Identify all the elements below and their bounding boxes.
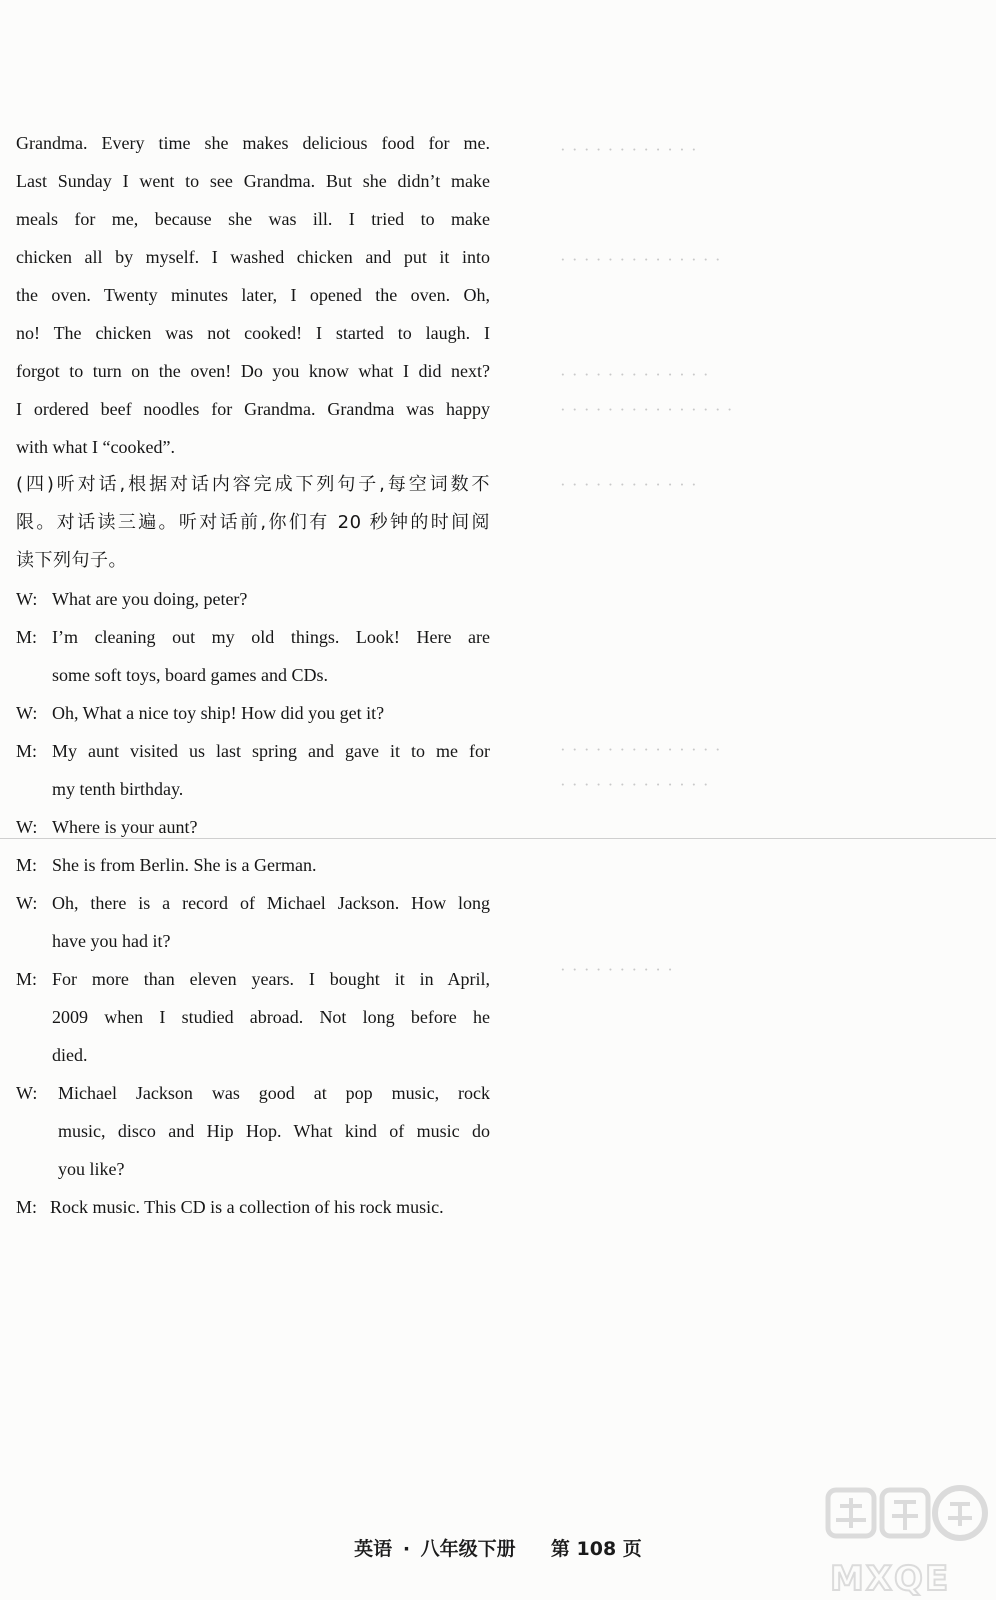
speaker-label: M: [16, 627, 38, 647]
instruction-line: (四)听对话,根据对话内容完成下列句子,每空词数不 [16, 474, 490, 495]
watermark-logo [822, 1472, 992, 1600]
dialogue-turn [16, 618, 490, 694]
story-line: meals for me, because she was ill. I tried to make [16, 209, 490, 229]
story-line: chicken all by myself. I washed chicken and put it into [16, 247, 490, 267]
dialogue-line: died. [52, 1045, 88, 1065]
footer-subject: 英语 [354, 1538, 393, 1560]
svg-text:MXQE: MXQE [830, 1559, 951, 1599]
dialogue-line: Rock music. This CD is a collection of his rock music. [50, 1197, 444, 1217]
dialogue-line: For more than eleven years. I bought it in April, [52, 969, 490, 989]
story-line: Grandma. Every time she makes delicious food for me. [16, 133, 490, 153]
dialogue-line: She is from Berlin. She is a German. [52, 855, 317, 875]
dialogue-line: you like? [58, 1159, 125, 1179]
speaker-label: M: [16, 741, 38, 761]
bleed-through-text: · · · · · · · · · · · · · · [560, 740, 722, 759]
dialogue-line: Oh, there is a record of Michael Jackson. How long [52, 893, 490, 913]
dialogue-line: some soft toys, board games and CDs. [52, 665, 328, 685]
dialogue [16, 580, 490, 1226]
instruction-line: 读下列句子。 [16, 550, 127, 571]
dialogue-line: music, disco and Hip Hop. What kind of music do [58, 1121, 490, 1141]
dialogue-line: What are you doing, peter? [52, 589, 248, 609]
dialogue-line: 2009 when I studied abroad. Not long before he [52, 1007, 490, 1027]
bleed-through-text: · · · · · · · · · · · · [560, 475, 698, 494]
dialogue-line: Oh, What a nice toy ship! How did you get it? [52, 703, 385, 723]
speaker-label: W: [16, 893, 38, 913]
dialogue-turn [16, 960, 490, 1074]
story-line: the oven. Twenty minutes later, I opened the oven. Oh, [16, 285, 490, 305]
story-paragraph [16, 124, 490, 466]
dialogue-turn [16, 884, 490, 960]
speaker-label: W: [16, 1083, 38, 1103]
bleed-through-text: · · · · · · · · · · · · [560, 140, 698, 159]
dialogue-turn [16, 808, 490, 846]
story-line: with what I “cooked”. [16, 437, 175, 457]
speaker-label: W: [16, 703, 38, 723]
dialogue-line: I’m cleaning out my old things. Look! Here are [52, 627, 490, 647]
footer-page-number: 第 108 页 [550, 1538, 642, 1560]
dialogue-line: have you had it? [52, 931, 171, 951]
dialogue-turn [16, 732, 490, 808]
dialogue-turn [16, 846, 490, 884]
story-line: I ordered beef noodles for Grandma. Grandma was happy [16, 399, 490, 419]
story-line: Last Sunday I went to see Grandma. But she didn’t make [16, 171, 490, 191]
dialogue-turn [16, 694, 490, 732]
dialogue-line: Where is your aunt? [52, 817, 198, 837]
speaker-label: M: [16, 855, 38, 875]
text-column [16, 124, 490, 1226]
speaker-label: M: [16, 1197, 38, 1217]
speaker-label: M: [16, 969, 38, 989]
bleed-through-text: · · · · · · · · · · · · · · · [560, 400, 734, 419]
dialogue-line: My aunt visited us last spring and gave it to me for [52, 741, 490, 761]
section-4-instructions [16, 466, 490, 580]
dialogue-turn [16, 1188, 490, 1226]
dialogue-line: my tenth birthday. [52, 779, 184, 799]
bleed-through-text: · · · · · · · · · · · · · [560, 365, 710, 384]
speaker-label: W: [16, 817, 38, 837]
footer-dot: · [402, 1538, 411, 1560]
story-line: no! The chicken was not cooked! I started to laugh. I [16, 323, 490, 343]
dialogue-turn [16, 1074, 490, 1188]
bleed-through-text: · · · · · · · · · · [560, 960, 674, 979]
bleed-through-text: · · · · · · · · · · · · · · [560, 250, 722, 269]
bleed-through-text: · · · · · · · · · · · · · [560, 775, 710, 794]
instruction-line: 限。对话读三遍。听对话前,你们有 20 秒钟的时间阅 [16, 512, 490, 533]
footer-grade: 八年级下册 [420, 1538, 516, 1560]
story-line: forgot to turn on the oven! Do you know what I did next? [16, 361, 490, 381]
dialogue-turn [16, 580, 490, 618]
speaker-label: W: [16, 589, 38, 609]
dialogue-line: Michael Jackson was good at pop music, rock [58, 1083, 490, 1103]
